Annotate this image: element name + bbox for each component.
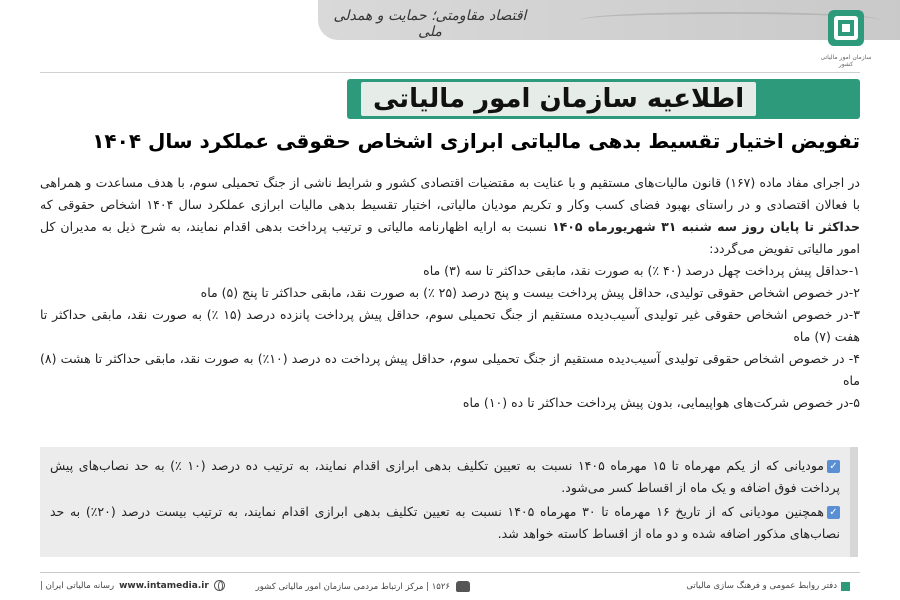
list-item: ۳-در خصوص اشخاص حقوقی غیر تولیدی آسیب‌دیده مستقیم از جنگ تحمیلی سوم، حداقل پیش پرداخت پانزده درصد (۱۵ ٪) به صورت نقد، مابقی حداکثر تا هفت (۷) ماه <box>40 307 860 344</box>
note-text: مودیانی که از یکم مهرماه تا ۱۵ مهرماه ۱۴۰۵ نسبت به تعیین تکلیف بدهی ابرازی اقدام نمایند، به ترتیب ده درصد (۱۰ ٪) به حد نصاب‌های پیش پرداخت فوق اضافه و یک ماه از اقساط کسر می‌شود. <box>50 458 840 495</box>
website-link[interactable]: www.intamedia.ir <box>119 580 209 591</box>
emblem-icon <box>826 8 866 48</box>
checkbox-icon: ✓ <box>827 460 840 473</box>
footer <box>40 578 860 596</box>
header-divider <box>40 72 860 73</box>
logo-caption: سازمان امور مالیاتی کشور <box>820 54 872 68</box>
intro-paragraph <box>40 172 860 260</box>
header-slogan: اقتصاد مقاومتی؛ حمایت و همدلی ملی <box>333 8 527 40</box>
footer-divider <box>40 572 860 573</box>
footer-office-text: دفتر روابط عمومی و فرهنگ سازی مالیاتی <box>686 581 837 591</box>
list-item: ۲-در خصوص اشخاص حقوقی تولیدی، حداقل پیش پرداخت بیست و پنج درصد (۲۵ ٪) به صورت نقد، مابقی حداکثر تا پنج (۵) ماه <box>200 285 860 300</box>
footer-office <box>686 581 850 591</box>
square-icon <box>841 582 850 591</box>
intro-text-2: نسبت به ارایه اظهارنامه مالیاتی و ترتیب پرداخت بدهی اقدام نمایند، به شرح ذیل به مدیران کل امور مالیاتی تفویض می‌گردد: <box>40 219 860 256</box>
note-text: همچنین مودیانی که از تاریخ ۱۶ مهرماه تا ۳۰ مهرماه ۱۴۰۵ نسبت به تعیین تکلیف بدهی ابرازی اقدام نمایند، به ترتیب بیست درصد (۲۰٪) به حد نصاب‌های مذکور اضافه شده و دو ماه از اقساط کاسته خواهد شد. <box>50 504 840 541</box>
intro-deadline: حداکثر تا پایان روز سه شنبه ۳۱ شهریورماه ۱۴۰۵ <box>551 219 861 234</box>
subtitle: تفویض اختیار تقسیط بدهی مالیاتی ابرازی اشخاص حقوقی عملکرد سال ۱۴۰۴ <box>92 129 860 153</box>
notes-box <box>40 447 850 557</box>
announcement-body <box>40 172 860 414</box>
list-item: ۵-در خصوص شرکت‌های هواپیمایی، بدون پیش پرداخت حداکثر تا ده (۱۰) ماه <box>462 395 860 410</box>
note-item <box>50 501 840 545</box>
phone-icon <box>456 581 470 592</box>
page-title: اطلاعیه سازمان امور مالیاتی <box>361 82 756 116</box>
checkbox-icon: ✓ <box>827 506 840 519</box>
list-item: ۴- در خصوص اشخاص حقوقی تولیدی آسیب‌دیده مستقیم از جنگ تحمیلی سوم، حداقل پیش پرداخت ده درصد (۱۰٪) به صورت نقد، مابقی حداکثر تا هشت (۸) ماه <box>40 351 860 388</box>
intro-text-1: در اجرای مفاد ماده (۱۶۷) قانون مالیات‌های مستقیم و با عنایت به مقتضیات اقتصادی کشور و شرایط ناشی از جنگ تحمیلی سوم، با هدف مساعدت و همراهی با فعالان اقتصادی و در راستای بهبود فضای کسب وکار و تکریم مودیان مالیاتی، اختیار تقسیط بدهی مالیات ابرازی عملکرد سال ۱۴۰۴ اشخاص حقوقی که <box>40 175 860 212</box>
list-item: ۱-حداقل پیش پرداخت چهل درصد (۴۰ ٪) به صورت نقد، مابقی حداکثر تا سه (۳) ماه <box>423 263 860 278</box>
footer-media-text: | رسانه مالیاتی ایران <box>40 580 115 591</box>
organization-logo <box>816 8 876 70</box>
title-bar <box>347 79 860 119</box>
footer-phone <box>256 581 470 592</box>
header-banner <box>318 0 900 40</box>
note-item <box>50 455 840 499</box>
footer-website <box>40 580 225 591</box>
globe-icon <box>214 580 225 591</box>
footer-phone-text: ۱۵۲۶ | مرکز ارتباط مردمی سازمان امور مالیاتی کشور <box>255 581 450 592</box>
